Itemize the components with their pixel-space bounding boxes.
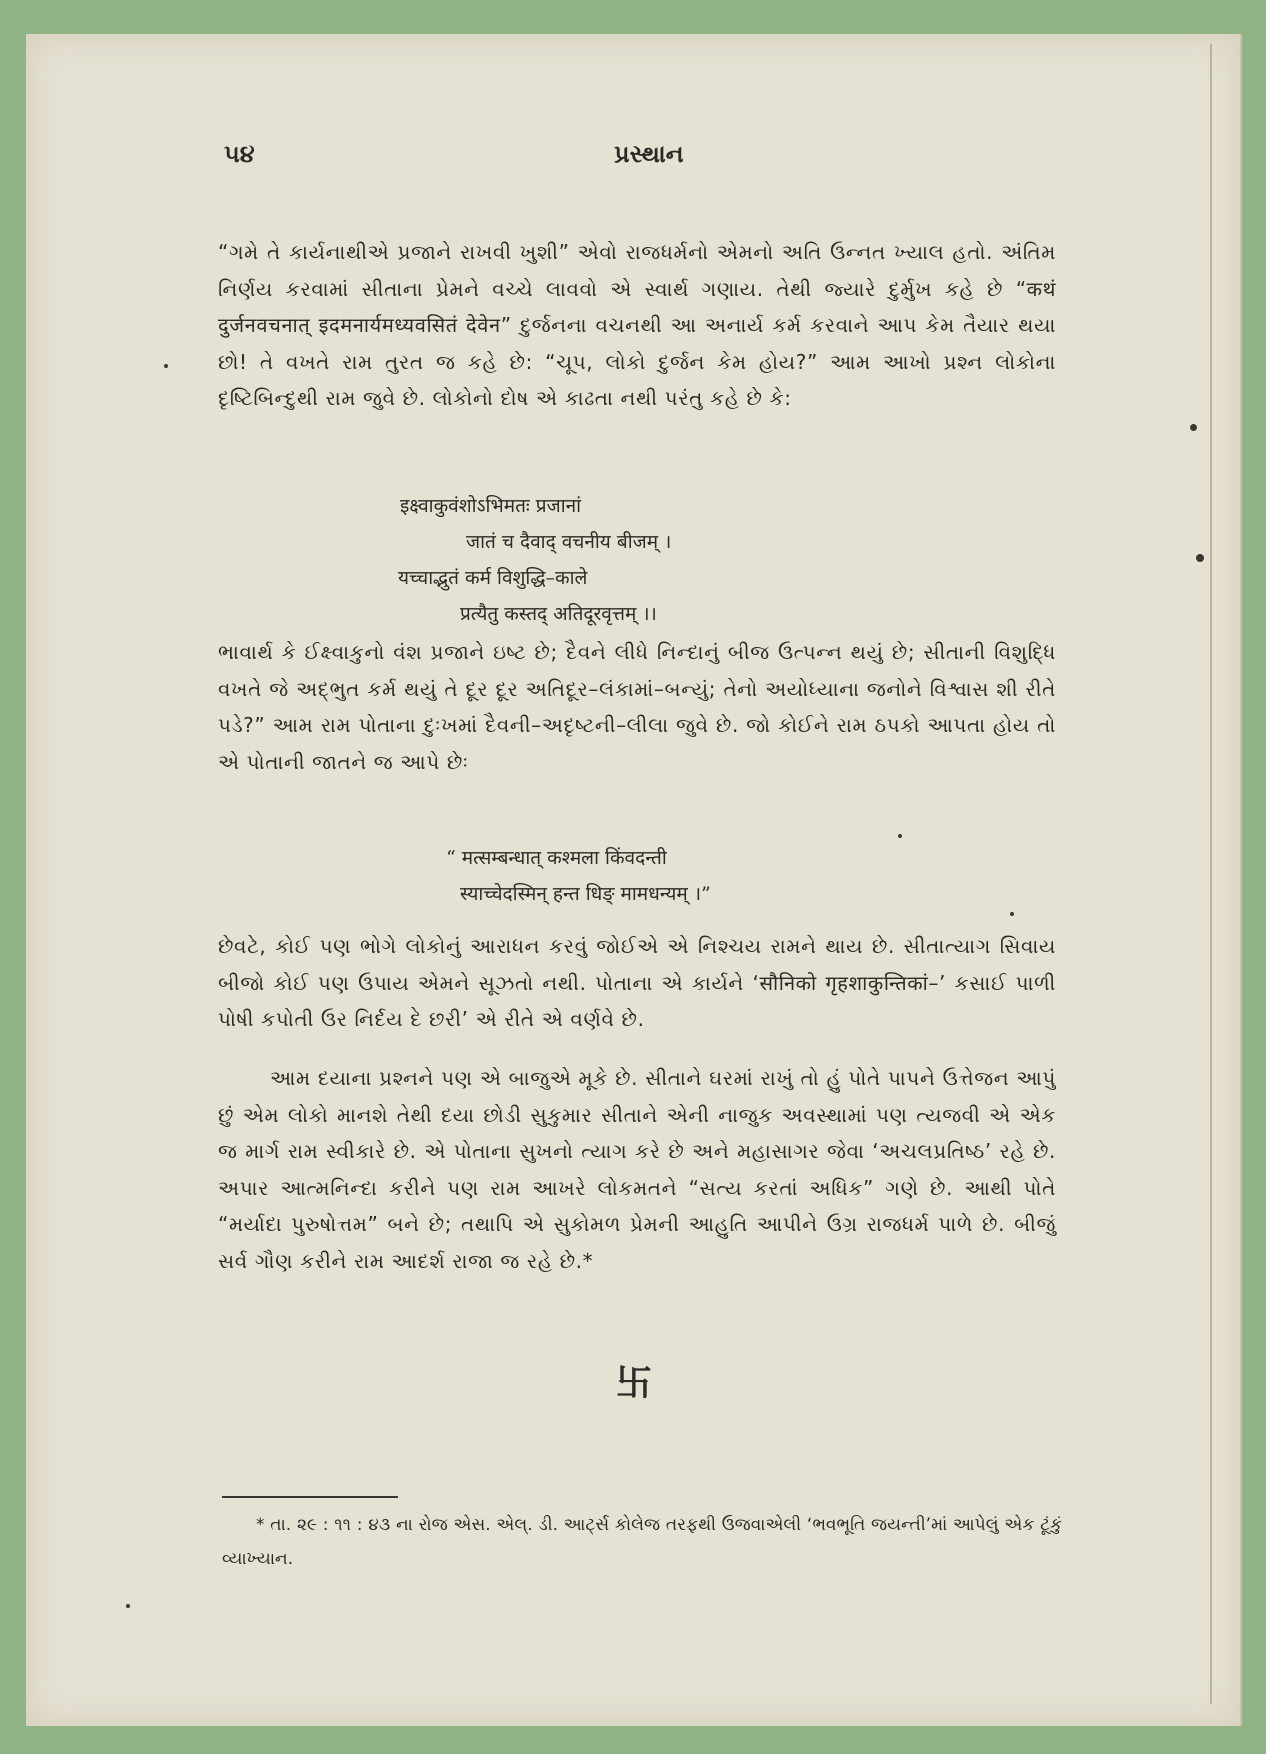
paragraph-4: આમ દયાના પ્રશ્નને પણ એ બાજુએ મૂકે છે. સીતાને ઘરમાં રાખું તો હું પોતે પાપને ઉત્તેજન આપું છું એમ લોકો માનશે તેથી દયા છોડી સુકુમાર સીતાને એની નાજુક અવસ્થામાં પણ ત્યજવી એ એક જ માર્ગ રામ સ્વીકારે છે. એ પોતાના સુખનો ત્યાગ કરે છે અને મહાસાગર જેવા ‘અચલપ્રતિષ્ઠ’ રહે છે. અપાર આત્મનિન્દા કરીને પણ રામ આખરે લોકમતને “સત્ય કરતાં અધિક” ગણે છે. આથી પોતે “મર્યાદા પુરુષોત્તમ” બને છે; તથાપિ એ સુકોમળ પ્રેમની આહુતિ આપીને ઉગ્ર રાજધર્મ પાળે છે. બીજું સર્વ ગૌણ કરીને રામ આદર્શ રાજા જ રહે છે.* — [218, 1066, 1056, 1273]
paragraph-3: છેવટે, કોઈ પણ ભોગે લોકોનું આરાધન કરવું જોઈએ એ નિશ્ચય રામને થાય છે. સીતાત્યાગ સિવાય બીજો કોઈ પણ ઉપાય એમને સૂઝતો નથી. પોતાના એ કાર્યને ‘सौनिको गृहशाकुन्तिकां–’ કસાઈ પાળી પોષી કપોતી ઉર નિર્દય દે છરી’ એ રીતે એ વર્ણવે છે. — [218, 934, 1056, 1031]
verse-2-line-2: स्याच्चेदस्मिन् हन्त धिङ् मामधन्यम् ।” — [460, 883, 711, 905]
verse-1-line-3: यच्चाद्भुतं कर्म विशुद्धि–काले — [398, 567, 588, 589]
ink-speck — [898, 834, 902, 838]
page-content — [194, 140, 1056, 1404]
footnote: * તા. ૨૯ : ૧૧ : ૪૩ ના રોજ એસ. એલ્. ડી. આર્ટ્સ કોલેજ તરફથી ઉજવાએલી ‘ભવભૂતિ જયન્તી’માં આપેલું એક ટૂંકું વ્યાખ્યાન. — [222, 1515, 1062, 1569]
sheet-edge-line — [1210, 44, 1212, 1704]
ink-speck — [126, 1604, 130, 1608]
sanskrit-verse-2 — [446, 840, 711, 912]
verse-1-line-2: जातं च दैवाद् वचनीय बीजम् । — [466, 531, 672, 553]
verse-1-line-1: इक्ष्वाकुवंशोऽभिमतः प्रजानां — [400, 495, 582, 517]
swastika-ornament: 卐 — [616, 1363, 653, 1404]
page-number: ૫૪ — [224, 140, 255, 168]
footnote-rule — [222, 1496, 398, 1498]
ink-speck — [1196, 554, 1204, 562]
sanskrit-verse-1 — [400, 488, 671, 632]
ink-speck — [1010, 912, 1014, 916]
verse-2-line-1: “ मत्सम्बन्धात् कश्मला किंवदन्ती — [446, 847, 667, 869]
ink-speck — [164, 364, 168, 368]
ink-speck — [1190, 424, 1197, 431]
paragraph-1: “ગમે તે કાર્યનાથીએ પ્રજાને રાખવી ખુશી” એવો રાજધર્મનો એમનો અતિ ઉન્નત ખ્યાલ હતો. અંતિમ નિર્ણય કરવામાં સીતાના પ્રેમને વચ્ચે લાવવો એ સ્વાર્થ ગણાય. તેથી જ્યારે દુર્મુખ કહે છે “कथं दुर्जनवचनात् इदमनार्यमध्यवसितं देवेन” દુર્જનના વચનથી આ અનાર્ય કર્મ કરવાને આપ કેમ તૈયાર થયા છો! તે વખતે રામ તુરત જ કહે છે: “ચૂપ, લોકો દુર્જન કેમ હોય?” આમ આખો પ્રશ્ન લોકોના દૃષ્ટિબિન્દુથી રામ જુવે છે. લોકોનો દોષ એ કાઢતા નથી પરંતુ કહે છે કે: — [218, 240, 1056, 410]
verse-1-line-4: प्रत्यैतु कस्तद् अतिदूरवृत्तम् ।। — [460, 603, 657, 625]
page-header — [194, 140, 1056, 200]
running-title: પ્રસ્થાન — [614, 140, 684, 168]
paragraph-2: ભાવાર્થ કે ઈક્ષ્વાકુનો વંશ પ્રજાને ઇષ્ટ છે; દૈવને લીધે નિન્દાનું બીજ ઉત્પન્ન થયું છે; સીતાની વિશુદ્ધિ વખતે જે અદ્ભુત કર્મ થયું તે દૂર દૂર અતિદૂર–લંકામાં–બન્યું; તેનો અયોધ્યાના જનોને વિશ્વાસ શી રીતે પડે?” આમ રામ પોતાના દુઃખમાં દૈવની–અદૃષ્ટની–લીલા જુવે છે. જો કોઈને રામ ઠપકો આપતા હોય તો એ પોતાની જાતને જ આપે છેઃ — [218, 640, 1056, 774]
